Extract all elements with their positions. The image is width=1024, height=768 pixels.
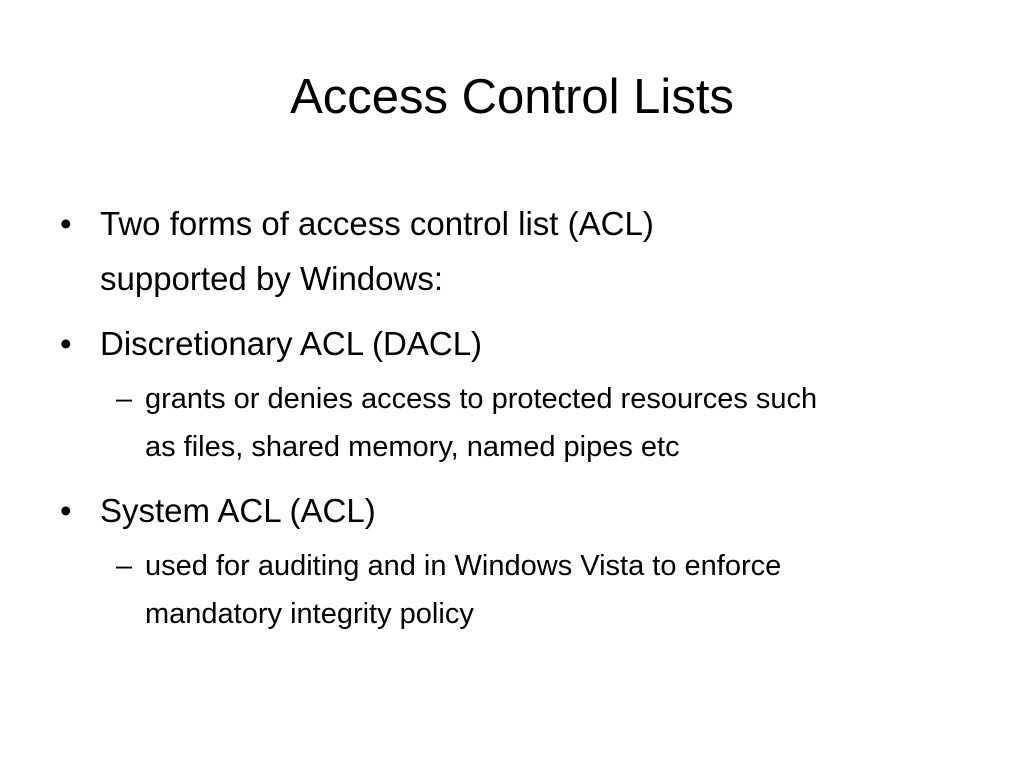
- sub-bullet-text-line: used for auditing and in Windows Vista to enforce: [145, 550, 782, 582]
- bullet-icon: •: [60, 325, 72, 362]
- bullet-text: Discretionary ACL (DACL): [100, 325, 483, 362]
- bullet-list: [58, 196, 988, 650]
- bullet-icon: •: [60, 205, 72, 242]
- sub-bullet-text-line: as files, shared memory, named pipes etc: [145, 431, 680, 463]
- bullet-text: System ACL (ACL): [100, 492, 376, 529]
- bullet-item: [58, 196, 988, 306]
- sub-bullet-text-line: grants or denies access to protected resources such: [145, 383, 818, 415]
- bullet-item: [58, 316, 988, 371]
- bullet-item: [58, 483, 988, 538]
- bullet-icon: •: [60, 492, 72, 529]
- bullet-text-line: Two forms of access control list (ACL): [100, 205, 654, 242]
- sub-bullet-text-line: mandatory integrity policy: [145, 598, 474, 630]
- dash-icon: –: [116, 383, 133, 415]
- sub-bullet-item: [100, 375, 988, 471]
- dash-icon: –: [116, 550, 133, 582]
- bullet-text-line: supported by Windows:: [100, 260, 444, 297]
- sub-bullet-item: [100, 542, 988, 638]
- slide-title: Access Control Lists: [290, 70, 734, 124]
